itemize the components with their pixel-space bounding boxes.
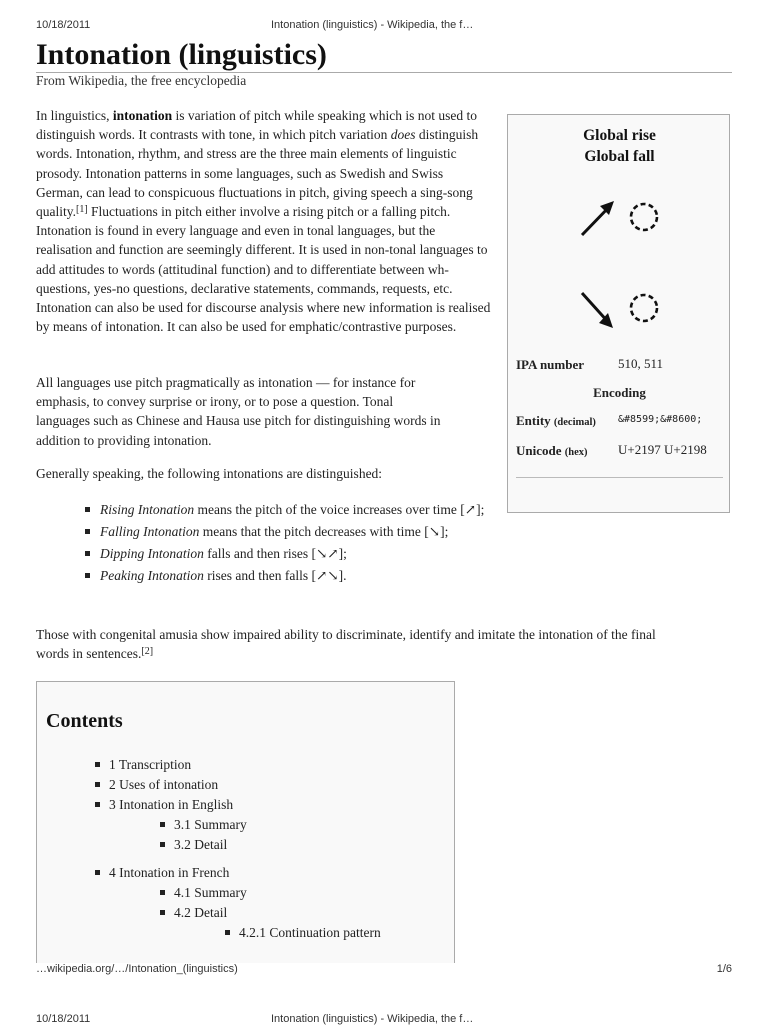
amusia-paragraph: Those with congenital amusia show impaired ability to discriminate, identify and imitate the intonation of the final words in sentences.[2] [36,627,656,662]
intro-text-2: is variation of pitch while speaking which is not used to distinguish words. It contrasts with tone, in which pitch variation [36,108,477,143]
toc-item-continuation-pattern[interactable]: 4.2.1 Continuation pattern [225,924,381,942]
print-date: 10/18/2011 [36,1013,91,1025]
page-subtitle: From Wikipedia, the free encyclopedia [36,73,247,88]
toc-item-english-detail[interactable]: 3.2 Detail [160,836,227,854]
next-page-header [36,1013,732,1027]
print-header [36,19,732,33]
global-fall-glyph [508,287,731,331]
list-item: Falling Intonation means that the pitch decreases with time [↘]; [84,521,504,543]
ipa-number-row [516,357,584,373]
reference-2-link[interactable]: [2] [141,646,154,658]
unicode-value: U+2197 U+2198 [618,442,707,457]
unicode-label: Unicode (hex) [516,443,588,458]
infobox-divider [516,477,723,478]
toc-item-transcription[interactable]: 1 Transcription [95,756,191,774]
distinguished-intro: Generally speaking, the following intonations are distinguished: [36,466,383,481]
infobox [507,114,730,513]
print-url: …wikipedia.org/…/Intonation_(linguistics) [36,963,238,975]
toc-title: Contents [46,710,123,732]
page-title: Intonation (linguistics) [36,38,327,71]
ipa-number-label: IPA number [516,357,585,372]
dotted-circle-icon [631,295,657,321]
term-intonation[interactable]: intonation [112,108,173,123]
print-page-number: 1/6 [716,963,732,975]
intro-text-4: Fluctuations in pitch either involve a rising pitch or a falling pitch. Intonation is found in every language and even in tonal languages, but the realisation and function are seemingly different. It is used in non-tonal languages to add attitudes to words (attitudinal function) and to differentiate between wh-questions, yes-no questions, declarative statements, commands, requests, etc. Intonation can also be used for discourse analysis where new information is realised by means of intonation. It can also be used for emphatic/contrastive purposes. [36,204,491,335]
global-rise-glyph [508,195,731,239]
list-item: Rising Intonation means the pitch of the voice increases over time [↗]; [84,499,504,521]
intro-paragraph [36,106,492,336]
entity-value: &#8599;&#8600; [618,414,703,425]
ipa-number-value: 510, 511 [618,356,664,371]
rise-arrow-icon [582,201,614,235]
toc-item-intonation-in-english[interactable]: 3 Intonation in English [95,796,233,814]
intonation-types-list [84,499,504,587]
toc-item-english-summary[interactable]: 3.1 Summary [160,816,247,834]
encoding-header: Encoding [593,385,646,400]
toc-item-uses-of-intonation[interactable]: 2 Uses of intonation [95,776,218,794]
print-page-title: Intonation (linguistics) - Wikipedia, the f… [271,1013,474,1025]
print-date: 10/18/2011 [36,19,91,31]
print-page-title: Intonation (linguistics) - Wikipedia, the f… [271,19,474,31]
list-item: Peaking Intonation rises and then falls [↗↘]. [84,565,504,587]
table-of-contents [36,681,455,963]
print-footer [36,963,732,977]
toc-item-intonation-in-french[interactable]: 4 Intonation in French [95,864,229,882]
entity-label: Entity (decimal) [516,413,596,428]
infobox-title: Global rise Global fall [583,127,656,165]
list-item: Dipping Intonation falls and then rises [↘↗]; [84,543,504,565]
intro-text-1: In linguistics, [36,108,113,123]
toc-item-french-summary[interactable]: 4.1 Summary [160,884,247,902]
pitch-paragraph: All languages use pitch pragmatically as intonation — for instance for emphasis, to convey surprise or irony, or to pose a question. Tonal languages such as Chinese and Hausa use pitch for distinguishing words in addition to providing intonation. [36,375,441,448]
fall-arrow-icon [582,293,613,328]
toc-item-french-detail[interactable]: 4.2 Detail [160,904,227,922]
reference-1-link[interactable]: [1] [76,204,88,216]
intro-emphasis: does [390,127,416,143]
intro-text-3: distinguish words. Intonation, rhythm, and stress are the three main elements of linguistic prosody. Intonation patterns in some languages, such as Swedish and Swiss German, can lead to conspicuous fluctuations in pitch, giving speech a sing-song quality. [36,127,479,220]
dotted-circle-icon [631,204,657,230]
